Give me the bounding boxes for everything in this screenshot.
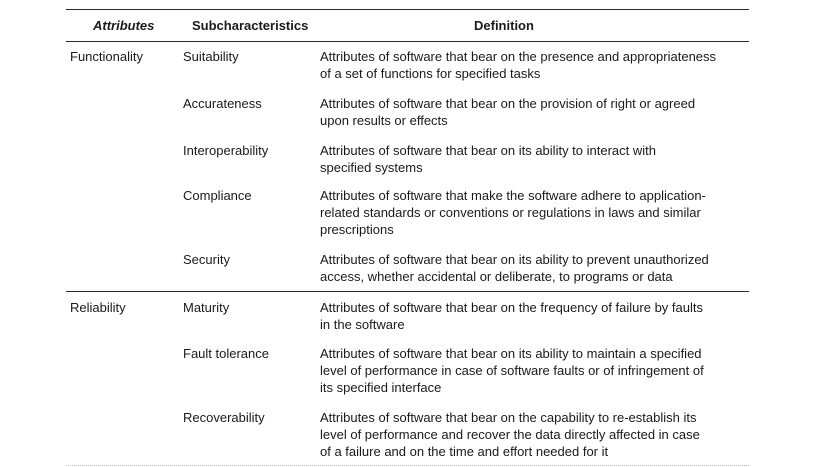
header-rule [66,41,749,42]
definition-line: Attributes of software that bear on the presence and appropriateness [320,49,717,64]
definition-line: level of performance and recover the data directly affected in case [320,427,700,442]
definition-line: Attributes of software that bear on the provision of right or agreed [320,96,696,111]
definition-line: level of performance in case of software faults or of infringement of [320,363,704,378]
definition-suitability [320,48,750,82]
sub-compliance: Compliance [183,188,252,203]
table-bottom-rule [66,465,749,466]
sub-security: Security [183,252,230,267]
definition-line: Attributes of software that bear on its ability to maintain a specified [320,346,702,361]
sub-recoverability: Recoverability [183,410,265,425]
sub-interoperability: Interoperability [183,143,269,158]
sub-maturity: Maturity [183,300,230,315]
attribute-functionality: Functionality [70,49,143,64]
definition-accurateness [320,95,750,129]
definition-compliance [320,187,750,238]
definition-line: upon results or effects [320,113,448,128]
header-subcharacteristics: Subcharacteristics [192,18,309,33]
definition-line: Attributes of software that bear on its ability to prevent unauthorized [320,252,709,267]
definition-line: specified systems [320,160,423,175]
definition-line: in the software [320,317,405,332]
definition-line: of a failure and on the time and effort needed for it [320,444,609,459]
definition-line: its specified interface [320,380,442,395]
definition-line: of a set of functions for specified tasks [320,66,541,81]
definition-line: access, whether accidental or deliberate, to programs or data [320,269,673,284]
definition-line: Attributes of software that bear on its ability to interact with [320,143,656,158]
group-divider-rule [66,291,749,292]
header-attributes: Attributes [93,18,155,33]
definition-line: Attributes of software that bear on the frequency of failure by faults [320,300,703,315]
table-top-rule [66,9,749,10]
attribute-reliability: Reliability [70,300,126,315]
sub-fault-tolerance: Fault tolerance [183,346,269,361]
sub-suitability: Suitability [183,49,239,64]
definition-recoverability [320,409,750,460]
definition-interoperability [320,142,750,176]
definition-maturity [320,299,750,333]
definition-line: Attributes of software that make the software adhere to application- [320,188,706,203]
definition-security [320,251,750,285]
definition-fault-tolerance [320,345,750,396]
sub-accurateness: Accurateness [183,96,262,111]
header-definition: Definition [474,18,534,33]
definition-line: Attributes of software that bear on the capability to re-establish its [320,410,697,425]
definition-line: prescriptions [320,222,394,237]
definition-line: related standards or conventions or regulations in laws and similar [320,205,701,220]
